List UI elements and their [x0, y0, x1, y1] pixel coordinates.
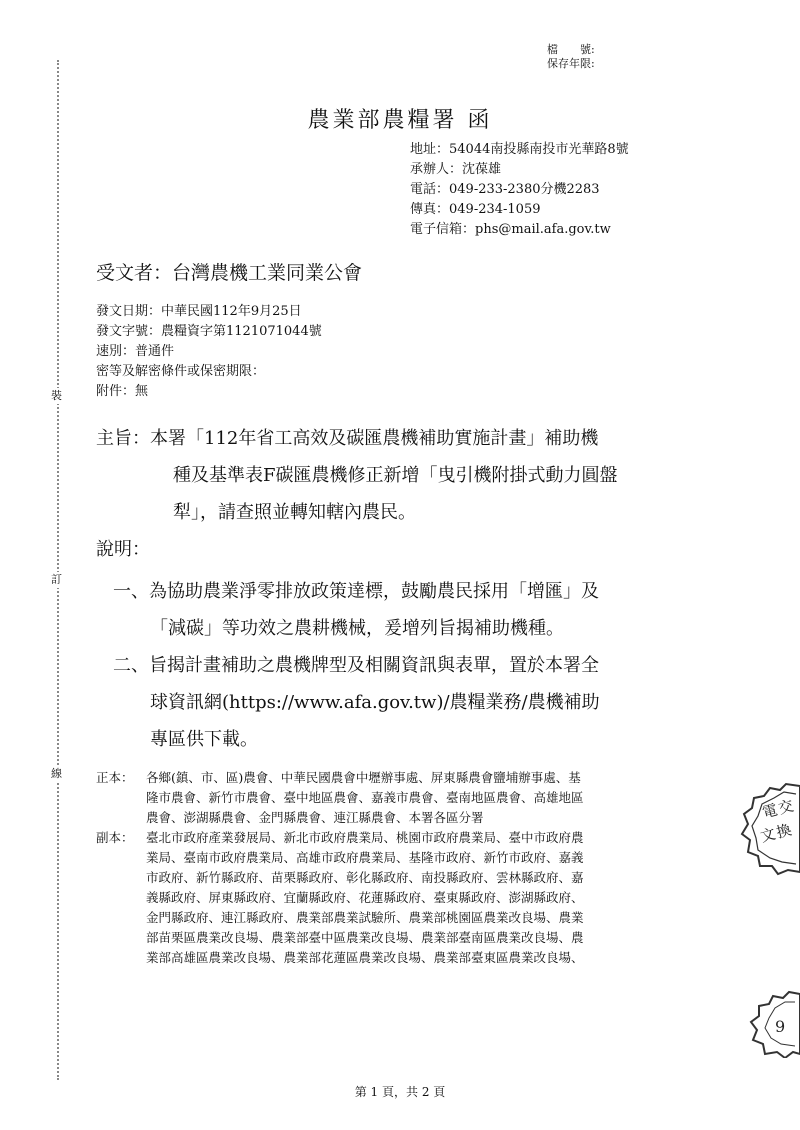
main-recipients-line: 農會、澎湖縣農會、金門縣農會、連江縣農會、本署各區分署: [146, 810, 484, 825]
copy-recipients-line: 部苗栗區農業改良場、農業部臺中區農業改良場、農業部臺南區農業改良場、農: [146, 930, 584, 945]
subject-line: 犁」，請查照並轉知轄內農民。: [173, 502, 416, 523]
explanation-heading: 說明：: [96, 539, 150, 560]
copy-recipients-line: 業部高雄區農業改良場、農業部花蓮區農業改良場、農業部臺東區農業改良場、: [146, 950, 584, 965]
explanation-line: 球資訊網(https://www.afa.gov.tw)/農糧業務/農機補助: [150, 692, 600, 713]
document-meta: [96, 302, 322, 402]
copy-recipients-label: 副本：: [96, 830, 134, 845]
explanation-body: [113, 573, 600, 758]
sender-fax: 傳真：049-234-1059: [410, 202, 541, 217]
svg-text:文: 文: [758, 824, 778, 846]
document-number: 發文字號：農糧資字第1121071044號: [96, 324, 322, 339]
binding-mark-staple: 裝: [51, 389, 62, 402]
page-number-seal-text: 9: [775, 1017, 786, 1036]
explanation-line: 「減碳」等功效之農耕機械，爰增列旨揭補助機種。: [150, 618, 564, 639]
explanation-line: 專區供下載。: [150, 729, 258, 750]
binding-dotted-line: [57, 60, 59, 1080]
main-recipients-label: 正本：: [96, 770, 134, 785]
sender-phone: 電話：049-233-2380分機2283: [410, 182, 600, 197]
copy-recipients-line: 金門縣政府、連江縣政府、農業部農業試驗所、農業部桃園區農業改良場、農業: [146, 910, 584, 925]
copy-recipients-line: 市政府、新竹縣政府、苗栗縣政府、彰化縣政府、南投縣政府、雲林縣政府、嘉: [146, 870, 584, 885]
attachment: 附件：無: [96, 384, 149, 399]
secrecy-level: 密等及解密條件或保密期限：: [96, 364, 266, 379]
delivery-speed: 速別：普通件: [96, 344, 175, 359]
retention-label: 保存年限:: [547, 57, 595, 70]
explanation-line: 一、為協助農業淨零排放政策達標，鼓勵農民採用「增匯」及: [113, 581, 599, 602]
svg-text:電: 電: [760, 800, 780, 822]
explanation-line: 二、旨揭計畫補助之農機牌型及相關資訊與表單，置於本署全: [113, 655, 599, 676]
binding-mark-bind: 訂: [51, 573, 62, 586]
electronic-exchange-seal-icon: [740, 778, 800, 878]
copy-recipients-line: 業局、臺南市政府農業局、高雄市政府農業局、基隆市政府、新竹市政府、嘉義: [146, 850, 584, 865]
sender-email: 電子信箱：phs@mail.afa.gov.tw: [410, 222, 611, 237]
page-footer: 第 1 頁，共 2 頁: [354, 1085, 446, 1099]
recipient: 受文者：台灣農機工業同業公會: [96, 262, 363, 284]
page-number-seal-icon: [745, 988, 800, 1058]
file-no-label: 檔 號:: [547, 43, 595, 56]
sender-info: [410, 140, 629, 240]
binding-mark-line: 線: [51, 767, 62, 780]
archive-info: [547, 43, 595, 71]
document-title: 農業部農糧署 函: [307, 108, 493, 133]
copy-recipients-line: 臺北市政府產業發展局、新北市政府農業局、桃園市政府農業局、臺中市政府農: [146, 830, 584, 845]
main-recipients-line: 各鄉(鎮、市、區)農會、中華民國農會中壢辦事處、屏東縣農會鹽埔辦事處、基: [146, 770, 581, 785]
subject-line: 種及基準表F碳匯農機修正新增「曳引機附掛式動力圓盤: [173, 465, 618, 486]
main-recipients-line: 隆市農會、新竹市農會、臺中地區農會、嘉義市農會、臺南地區農會、高雄地區: [146, 790, 584, 805]
distribution-list: [96, 768, 584, 968]
svg-text:換: 換: [774, 820, 794, 842]
sender-address: 地址：54044南投縣南投市光華路8號: [410, 142, 629, 157]
subject: [96, 420, 618, 531]
issue-date: 發文日期：中華民國112年9月25日: [96, 304, 302, 319]
copy-recipients-line: 義縣政府、屏東縣政府、宜蘭縣政府、花蓮縣政府、臺東縣政府、澎湖縣政府、: [146, 890, 584, 905]
subject-line: 主旨：本署「112年省工高效及碳匯農機補助實施計畫」補助機: [96, 428, 599, 449]
sender-handler: 承辦人：沈葆雄: [410, 162, 502, 177]
svg-text:交: 交: [776, 796, 796, 818]
